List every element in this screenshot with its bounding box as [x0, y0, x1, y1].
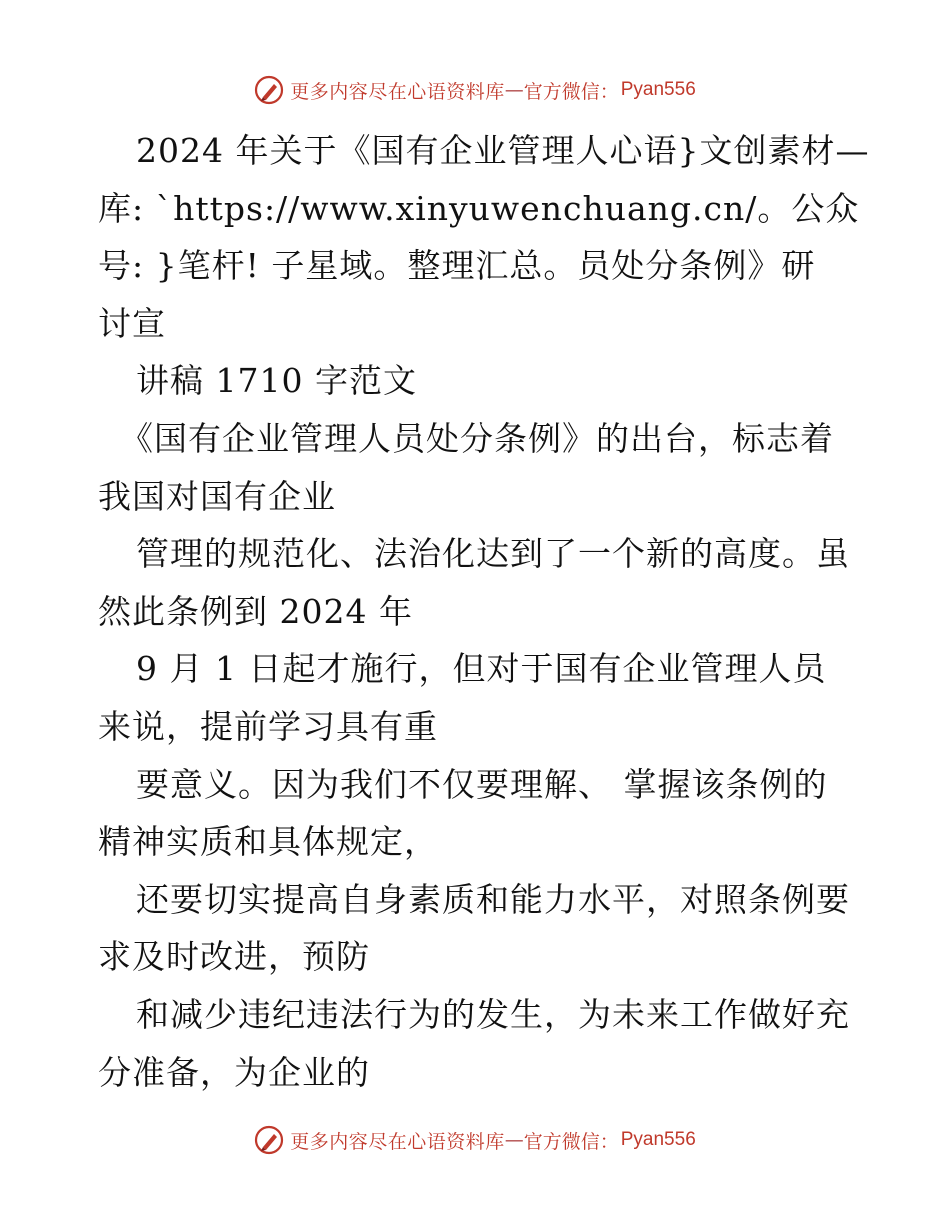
wechat-label: 官方微信：: [523, 80, 619, 103]
text-line: 求及时改进，预防: [98, 937, 370, 977]
header-banner: [0, 70, 950, 110]
document-body: [98, 122, 870, 1101]
text-line: 讲稿 1710 字范文: [136, 361, 417, 401]
banner-text: 更多内容尽在心语资料库: [290, 80, 505, 103]
wechat-id: Pyan556: [620, 1129, 696, 1150]
text-line: 《国有企业管理人员处分条例》的出台，标志着: [120, 418, 834, 458]
banner-dash: —: [504, 1129, 524, 1151]
text-line: 分准备，为企业的: [98, 1052, 370, 1092]
pen-logo-icon: [254, 1125, 284, 1155]
wechat-id: Pyan556: [620, 79, 696, 100]
text-line: 9 月 1 日起才施行，但对于国有企业管理人员: [136, 649, 827, 689]
footer-banner: [0, 1120, 950, 1160]
text-line: 然此条例到 2024 年: [98, 591, 413, 631]
text-line: 还要切实提高自身素质和能力水平，对照条例要: [136, 879, 850, 919]
banner-dash: —: [504, 79, 524, 101]
text-line: 管理的规范化、法治化达到了一个新的高度。虽: [136, 534, 850, 574]
text-line: 和减少违纪违法行为的发生，为未来工作做好充: [136, 994, 850, 1034]
text-line: 讨宣: [98, 303, 166, 343]
text-line: 号: }笔杆! 子星域。整理汇总。员处分条例》研: [98, 246, 816, 286]
text-line: 精神实质和具体规定，: [98, 822, 438, 862]
text-line: 2024 年关于《国有企业管理人心语}文创素材—: [136, 131, 870, 170]
banner-text: 更多内容尽在心语资料库: [290, 1130, 505, 1153]
wechat-label: 官方微信：: [523, 1130, 619, 1153]
pen-logo-icon: [254, 75, 284, 105]
text-line: 要意义。因为我们不仅要理解、 掌握该条例的: [136, 764, 828, 804]
text-line: 库: `https://www.xinyuwenchuang.cn/。公众: [98, 188, 860, 228]
text-line: 来说，提前学习具有重: [98, 706, 438, 746]
text-line: 我国对国有企业: [98, 476, 336, 516]
